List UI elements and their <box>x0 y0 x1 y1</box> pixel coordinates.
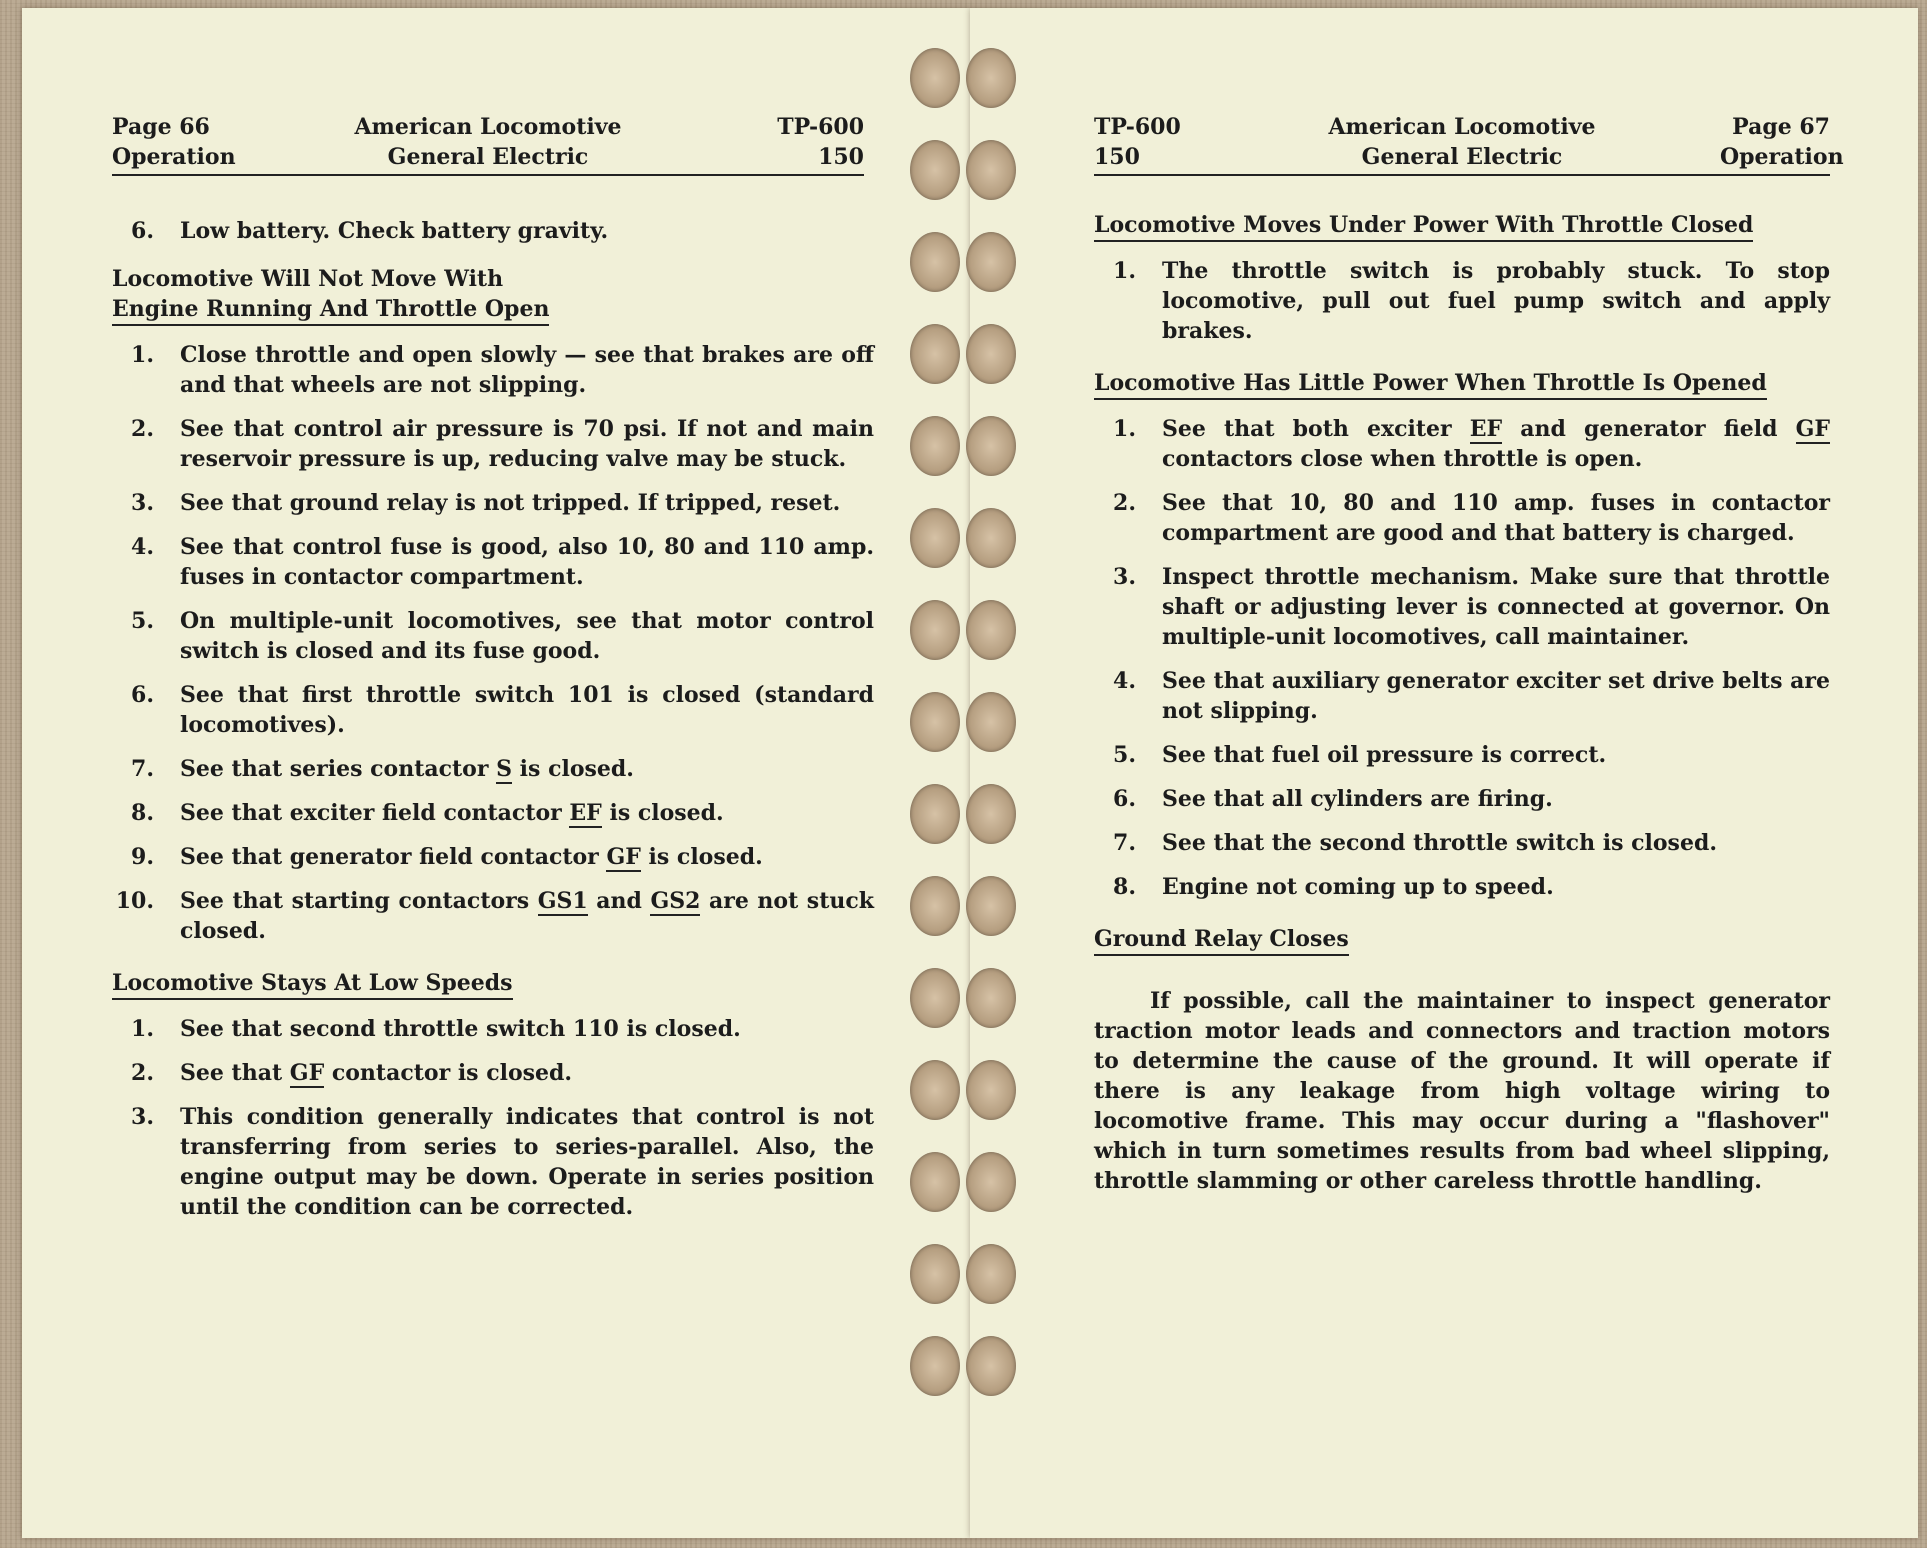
item-text-part: See that starting contactors <box>180 888 538 914</box>
section-moves-throttle-closed <box>1094 210 1830 346</box>
item-list <box>1094 414 1830 902</box>
contactor-code: GF <box>606 844 641 870</box>
item-number: 1. <box>1113 416 1136 442</box>
item-number: 6. <box>131 218 154 244</box>
right-page-header <box>1094 112 1844 176</box>
item-text-part: is closed. <box>640 844 763 870</box>
item-text <box>180 886 874 946</box>
item-number: 8. <box>131 800 154 826</box>
item-list <box>112 1014 874 1222</box>
item-text: See that fuel oil pressure is correct. <box>1162 742 1607 768</box>
binder-hole <box>910 876 960 936</box>
item-number: 4. <box>1113 668 1136 694</box>
list-item <box>1094 872 1830 902</box>
section-little-power <box>1094 368 1830 902</box>
header-code: 150 <box>818 144 864 170</box>
header-model: TP-600 <box>777 114 864 140</box>
list-item <box>112 532 874 592</box>
list-item <box>1094 562 1830 652</box>
list-item <box>112 1014 874 1044</box>
item-text-part: contactors close when throttle is open. <box>1162 446 1643 472</box>
item-text-part: See that series contactor <box>180 756 497 782</box>
item-text: See that auxiliary generator exciter set drive belts are not slipping. <box>1162 668 1830 724</box>
item-text: See that ground relay is not tripped. If tripped, reset. <box>180 490 841 516</box>
binder-hole <box>910 140 960 200</box>
binder-hole <box>966 1244 1016 1304</box>
list-item <box>112 1058 874 1088</box>
item-text <box>1162 414 1830 474</box>
item-text-part: contactor is closed. <box>324 1060 573 1086</box>
item-number: 1. <box>131 342 154 368</box>
list-item <box>112 216 874 246</box>
item-text: See that first throttle switch 101 is closed (standard locomotives). <box>180 682 874 738</box>
list-item <box>112 414 874 474</box>
contactor-code: GF <box>1795 416 1830 442</box>
list-item <box>1094 666 1830 726</box>
item-number: 5. <box>131 608 154 634</box>
section-ground-relay <box>1094 924 1830 1196</box>
list-item <box>1094 414 1830 474</box>
section-title-line: Engine Running And Throttle Open <box>112 296 550 322</box>
header-code: 150 <box>1094 144 1140 170</box>
header-section: Operation <box>1720 144 1844 170</box>
binder-hole <box>966 416 1016 476</box>
item-text: See that control air pressure is 70 psi. If not and main reservoir pressure is up, reducing valve may be stuck. <box>180 416 874 472</box>
item-number: 7. <box>1113 830 1136 856</box>
binder-hole <box>966 692 1016 752</box>
binder-hole <box>910 968 960 1028</box>
header-subtitle: General Electric <box>1361 144 1563 170</box>
binder-hole <box>966 1060 1016 1120</box>
list-item <box>112 886 874 946</box>
list-item <box>1094 828 1830 858</box>
binder-hole <box>910 692 960 752</box>
list-item <box>112 680 874 740</box>
right-page-content <box>1094 210 1830 1218</box>
item-number: 6. <box>131 682 154 708</box>
binder-hole <box>966 600 1016 660</box>
item-text-part: and <box>587 888 651 914</box>
item-text <box>180 798 874 828</box>
binder-hole <box>910 324 960 384</box>
item-number: 3. <box>131 490 154 516</box>
binder-hole <box>966 1152 1016 1212</box>
item-text: Low battery. Check battery gravity. <box>180 218 609 244</box>
item-text-part: are not stuck closed. <box>180 888 874 944</box>
item-text-part: See that both exciter <box>1162 416 1470 442</box>
item-text-part: See that generator field contactor <box>180 844 607 870</box>
binder-holes-right <box>966 48 1022 1428</box>
item-text <box>180 754 874 784</box>
list-item <box>112 1102 874 1222</box>
item-text: The throttle switch is probably stuck. To stop locomotive, pull out fuel pump switch and apply brakes. <box>1162 258 1830 344</box>
left-page-content <box>112 216 874 1244</box>
binder-hole <box>966 140 1016 200</box>
item-number: 6. <box>1113 786 1136 812</box>
section-title: Ground Relay Closes <box>1094 924 1349 956</box>
item-number: 5. <box>1113 742 1136 768</box>
binder-hole <box>910 416 960 476</box>
item-list <box>1094 256 1830 346</box>
binder-hole <box>966 784 1016 844</box>
item-text-part: See that <box>180 1060 290 1086</box>
item-number: 8. <box>1113 874 1136 900</box>
paragraph: If possible, call the maintainer to inspect generator traction motor leads and connectors and traction motors to determine the cause of the ground. It will operate if there is any leakage from high voltage wiring to locomotive frame. This may occur during a "flashover" which in turn sometimes results from bad wheel slipping, throttle slamming or other careless throttle handling. <box>1094 988 1830 1194</box>
section-will-not-move <box>112 264 874 946</box>
list-item <box>1094 740 1830 770</box>
item-text: See that control fuse is good, also 10, 80 and 110 amp. fuses in contactor compartment. <box>180 534 874 590</box>
item-text: Close throttle and open slowly — see that brakes are off and that wheels are not slipping. <box>180 342 874 398</box>
item-text: See that 10, 80 and 110 amp. fuses in contactor compartment are good and that battery is charged. <box>1162 490 1830 546</box>
contactor-code: S <box>496 756 513 782</box>
item-number: 3. <box>1113 564 1136 590</box>
header-title: American Locomotive <box>354 114 622 140</box>
item-number: 9. <box>131 844 154 870</box>
binder-holes-left <box>910 48 966 1428</box>
section-low-speeds <box>112 968 874 1222</box>
item-list <box>112 340 874 946</box>
item-number: 3. <box>131 1104 154 1130</box>
right-page <box>970 8 1918 1538</box>
item-text-part: and generator field <box>1502 416 1796 442</box>
header-title: American Locomotive <box>1328 114 1596 140</box>
list-item <box>112 842 874 872</box>
list-item <box>112 798 874 828</box>
binder-hole <box>910 232 960 292</box>
list-item <box>1094 488 1830 548</box>
contactor-code: GF <box>289 1060 325 1086</box>
binder-hole <box>910 1060 960 1120</box>
item-number: 2. <box>131 416 154 442</box>
list-item <box>112 488 874 518</box>
item-text: Engine not coming up to speed. <box>1162 874 1554 900</box>
binder-hole <box>910 48 960 108</box>
item-number: 10. <box>115 888 154 914</box>
binder-hole <box>910 1336 960 1396</box>
header-model: TP-600 <box>1094 114 1181 140</box>
section-title-line: Locomotive Will Not Move With <box>112 266 504 292</box>
item-text <box>180 842 874 872</box>
binder-hole <box>910 1244 960 1304</box>
item-text: On multiple-unit locomotives, see that motor control switch is closed and its fuse good. <box>180 608 874 664</box>
list-item <box>1094 256 1830 346</box>
contactor-code: EF <box>569 800 602 826</box>
section-title <box>112 264 549 326</box>
list-item <box>112 340 874 400</box>
binder-hole <box>910 508 960 568</box>
contactor-code: GS1 <box>537 888 588 914</box>
list-item <box>112 606 874 666</box>
binder-hole <box>910 600 960 660</box>
binder-hole <box>910 784 960 844</box>
contactor-code: GS2 <box>650 888 701 914</box>
item-text: See that the second throttle switch is closed. <box>1162 830 1717 856</box>
item-text: See that second throttle switch 110 is closed. <box>180 1016 741 1042</box>
section-title: Locomotive Moves Under Power With Throttle Closed <box>1094 210 1753 242</box>
page-number: Page 66 <box>112 114 210 140</box>
binder-hole <box>966 1336 1016 1396</box>
item-text <box>180 1058 874 1088</box>
item-text: This condition generally indicates that control is not transferring from series to series-parallel. Also, the engine output may be down. Operate in series position until the condition can be corrected. <box>180 1104 874 1220</box>
item-number: 7. <box>131 756 154 782</box>
section-title: Locomotive Has Little Power When Throttle Is Opened <box>1094 368 1767 400</box>
item-text: See that all cylinders are firing. <box>1162 786 1553 812</box>
binder-hole <box>966 968 1016 1028</box>
list-item <box>112 754 874 784</box>
binder-hole <box>966 232 1016 292</box>
item-number: 2. <box>1113 490 1136 516</box>
item-number: 1. <box>131 1016 154 1042</box>
item-number: 4. <box>131 534 154 560</box>
list-item <box>1094 784 1830 814</box>
binder-hole <box>910 1152 960 1212</box>
left-page <box>22 8 970 1538</box>
page-number: Page 67 <box>1732 114 1830 140</box>
item-text-part: is closed. <box>601 800 724 826</box>
binder-hole <box>966 48 1016 108</box>
section-title: Locomotive Stays At Low Speeds <box>112 968 513 1000</box>
item-text: Inspect throttle mechanism. Make sure that throttle shaft or adjusting lever is connected at governor. On multiple-unit locomotives, call maintainer. <box>1162 564 1830 650</box>
header-subtitle: General Electric <box>387 144 589 170</box>
item-text-part: See that exciter field contactor <box>180 800 570 826</box>
left-page-header <box>112 112 864 176</box>
item-number: 1. <box>1113 258 1136 284</box>
contactor-code: EF <box>1469 416 1503 442</box>
item-number: 2. <box>131 1060 154 1086</box>
item-text-part: is closed. <box>512 756 634 782</box>
binder-hole <box>966 876 1016 936</box>
header-section: Operation <box>112 144 236 170</box>
binder-hole <box>966 508 1016 568</box>
binder-hole <box>966 324 1016 384</box>
